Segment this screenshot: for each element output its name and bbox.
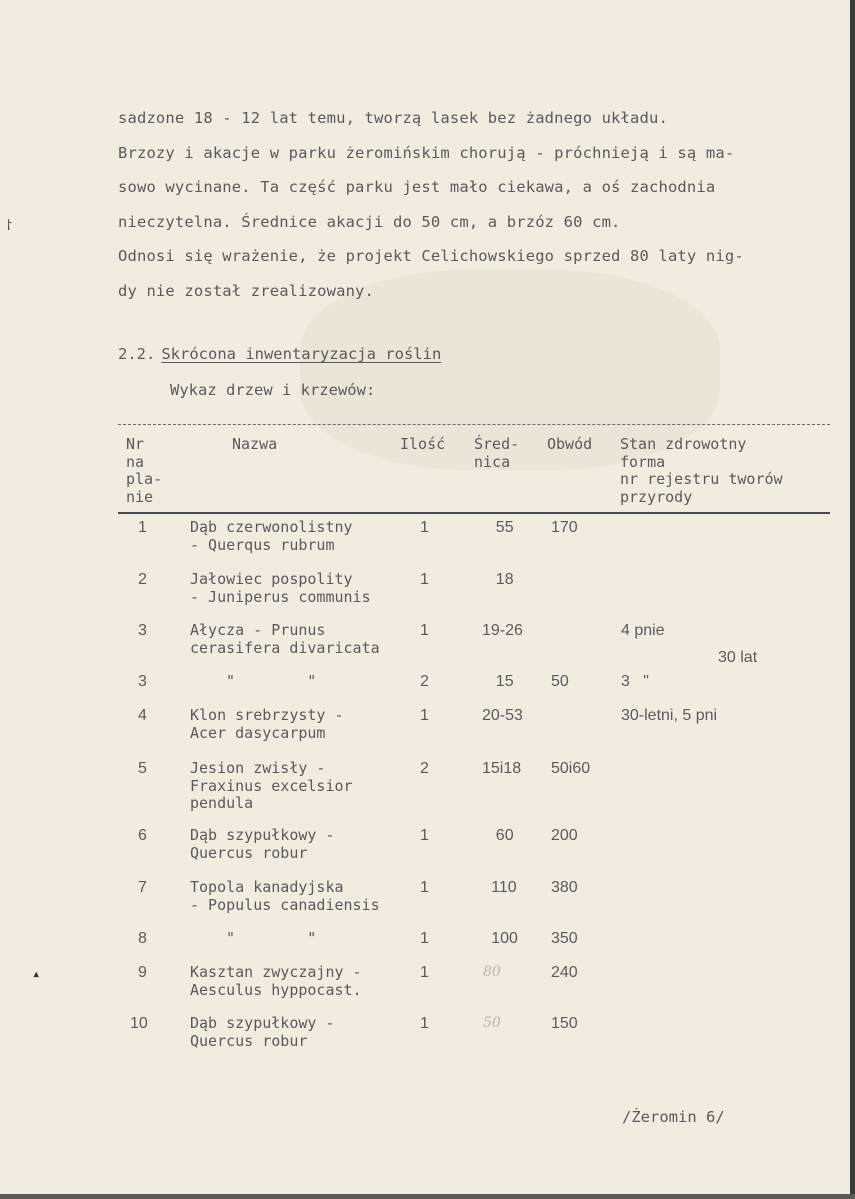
cell-nazwa: Dąb czerwonolistny - Querqus rubrum	[190, 518, 353, 554]
cell-srednica: 18	[495, 571, 514, 588]
cell-nazwa: " "	[226, 929, 317, 947]
header-nr: Nr na pla- nie	[126, 435, 163, 506]
table-header-rule	[118, 512, 830, 514]
cell-nr: 2	[138, 571, 147, 588]
cell-nazwa: Dąb szypułkowy - Quercus robur	[190, 826, 335, 862]
cell-obwod: 380	[551, 879, 578, 896]
header-ilosc: Ilość	[400, 435, 446, 453]
cell-ilosc: 1	[420, 622, 429, 639]
header-nazwa: Nazwa	[232, 435, 278, 453]
cell-ilosc: 1	[420, 1015, 429, 1032]
cell-nr: 3	[138, 673, 147, 690]
section-number: 2.2.	[118, 345, 156, 363]
paragraph-line: nieczytelna. Średnice akacji do 50 cm, a brzóz 60 cm.	[118, 212, 621, 231]
cell-obwod: 170	[551, 519, 578, 536]
cell-obwod: 240	[551, 964, 578, 981]
scan-edge-right	[850, 0, 855, 1199]
cell-nazwa: " "	[226, 672, 317, 690]
cell-nr: 8	[138, 930, 147, 947]
cell-nr: 4	[138, 707, 147, 724]
body-paragraph	[118, 104, 818, 311]
cell-srednica: 80	[483, 964, 501, 980]
cell-srednica: 100	[491, 930, 518, 947]
section-subtitle: Wykaz drzew i krzewów:	[170, 381, 376, 399]
cell-ilosc: 2	[420, 673, 429, 690]
scan-edge-bottom	[0, 1194, 855, 1199]
cell-srednica: 50	[483, 1015, 501, 1031]
cell-obwod: 350	[551, 930, 578, 947]
cell-ilosc: 1	[420, 827, 429, 844]
cell-nazwa: Jałowiec pospolity - Juniperus communis	[190, 570, 371, 606]
paragraph-line: sowo wycinane. Ta część parku jest mało ciekawa, a oś zachodnia	[118, 178, 716, 196]
cell-stan: 30-letni, 5 pni	[621, 707, 718, 724]
paragraph-line: Brzozy i akacje w parku żeromińskim chorują - próchnieją i są ma-	[118, 143, 735, 162]
cell-nazwa: Klon srebrzysty - Acer dasycarpum	[190, 706, 344, 742]
cell-srednica: 15	[495, 673, 514, 690]
header-stan: Stan zdrowotny forma nr rejestru tworów przyrody	[620, 435, 783, 506]
paragraph-line: sadzone 18 - 12 lat temu, tworzą lasek bez żadnego układu.	[118, 109, 668, 127]
cell-srednica: 55	[495, 519, 514, 536]
cell-srednica: 20-53	[482, 707, 523, 724]
cell-obwod: 200	[551, 827, 578, 844]
cell-nazwa: Dąb szypułkowy - Quercus robur	[190, 1014, 335, 1050]
cell-obwod: 150	[551, 1015, 578, 1032]
cell-stan-extra: 30 lat	[718, 649, 758, 666]
cell-nr: 6	[138, 827, 147, 844]
cell-ilosc: 2	[420, 760, 429, 777]
cell-nr: 10	[130, 1015, 148, 1032]
cell-nazwa: Kasztan zwyczajny - Aesculus hyppocast.	[190, 963, 362, 999]
cell-nazwa: Jesion zwisły - Fraxinus excelsior pendula	[190, 759, 353, 812]
cell-srednica: 19-26	[482, 622, 523, 639]
cell-nazwa: Ałycza - Prunus cerasifera divaricata	[190, 621, 380, 657]
cell-ilosc: 1	[420, 519, 429, 536]
page-footer: /Żeromin 6/	[622, 1108, 725, 1126]
section-title: Skrócona inwentaryzacja roślin	[161, 345, 442, 363]
margin-mark: ▴	[32, 966, 41, 982]
cell-srednica: 15i18	[482, 760, 522, 777]
paragraph-line: dy nie został zrealizowany.	[118, 281, 375, 300]
cell-nr: 5	[138, 760, 147, 777]
cell-ilosc: 1	[420, 879, 429, 896]
cell-ilosc: 1	[420, 964, 429, 981]
cell-obwod: 50i60	[551, 760, 591, 777]
cell-srednica: 60	[495, 827, 514, 844]
header-obwod: Obwód	[547, 435, 593, 453]
cell-nr: 7	[138, 879, 147, 896]
table-top-rule	[118, 424, 830, 425]
section-heading	[118, 345, 441, 363]
cell-nr: 1	[138, 519, 147, 536]
cell-stan: 4 pnie	[621, 622, 665, 639]
cell-stan: 3 "	[621, 673, 649, 690]
header-srednica: Śred- nica	[474, 435, 520, 471]
cell-nr: 3	[138, 622, 147, 639]
cell-ilosc: 1	[420, 571, 429, 588]
margin-mark: ⸷	[6, 218, 13, 234]
paragraph-line: Odnosi się wrażenie, że projekt Celichowskiego sprzed 80 laty nig-	[118, 247, 744, 265]
cell-srednica: 110	[491, 879, 517, 896]
cell-nazwa: Topola kanadyjska - Populus canadiensis	[190, 878, 380, 914]
cell-obwod: 50	[551, 673, 569, 690]
cell-ilosc: 1	[420, 930, 429, 947]
cell-nr: 9	[138, 964, 147, 981]
cell-ilosc: 1	[420, 707, 429, 724]
